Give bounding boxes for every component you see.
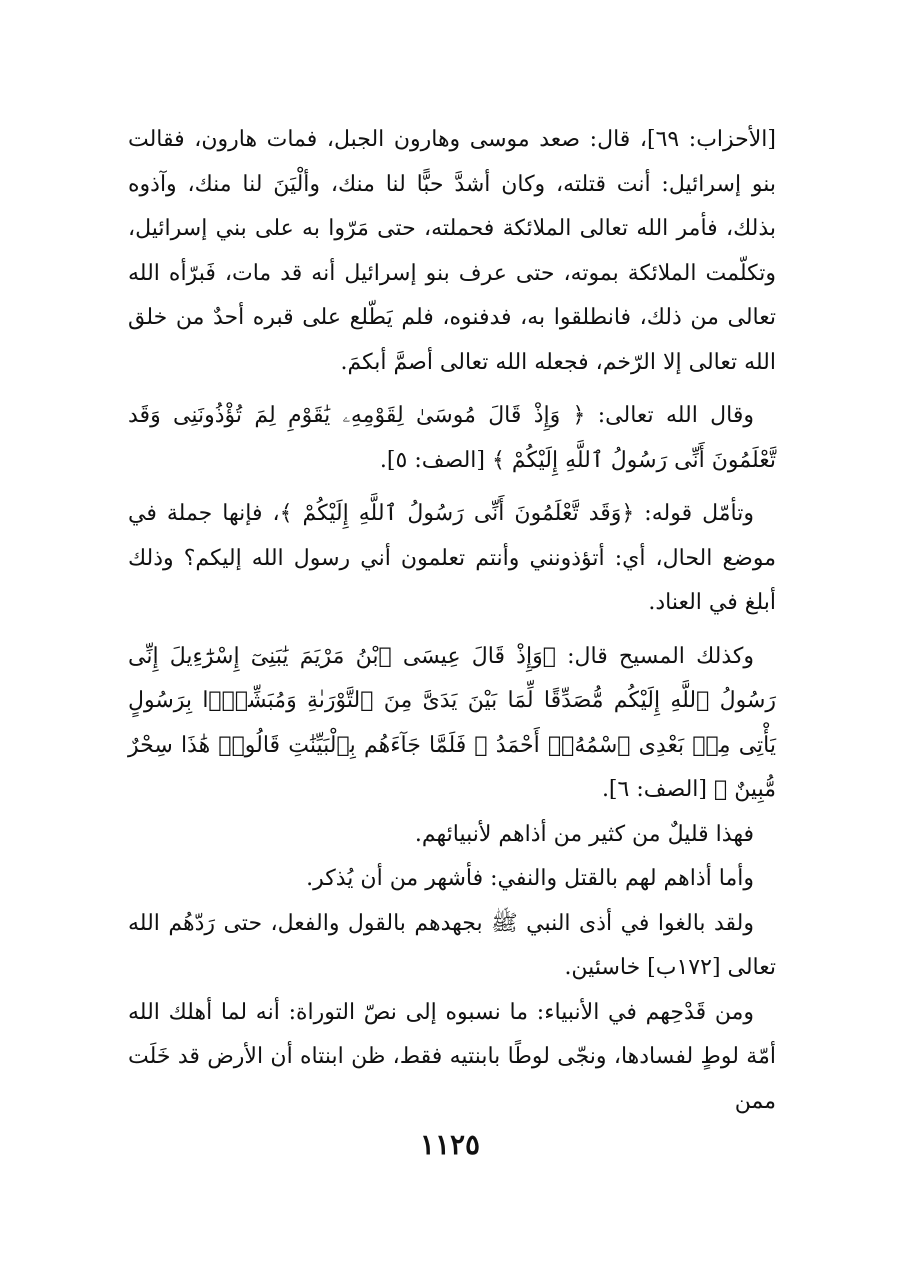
paragraph-torah-claim: ومن قَدْحِهم في الأنبياء: ما نسبوه إلى نصّ التوراة: أنه لما أهلك الله أمّة لوطٍ لفسادها، ونجّى لوطًا بابنتيه فقط، ظن ابنتاه أن الأرض قد خَلَت ممن (128, 999, 776, 1114)
paragraph-masih-verse: وكذلك المسيح قال: ﴿وَإِذْ قَالَ عِيسَى ٱبْنُ مَرْيَمَ يَٰبَنِىٓ إِسْرَٰٓءِيلَ إِنِّى رَسُولُ ٱللَّهِ إِلَيْكُم مُّصَدِّقًا لِّمَا بَيْنَ يَدَىَّ مِنَ ٱلتَّوْرَىٰةِ وَمُبَشِّرًۢا بِرَسُولٍ يَأْتِى مِنۢ بَعْدِى ٱسْمُهُۥٓ أَحْمَدُ ۖ فَلَمَّا جَآءَهُم بِٱلْبَيِّنَٰتِ قَالُوا۟ هَٰذَا سِحْرٌ مُّبِينٌ ﴾ [الصف: ٦]. (128, 643, 777, 802)
paragraph-ahzab-narration: [الأحزاب: ٦٩]، قال: صعد موسى وهارون الجبل، فمات هارون، فقالت بنو إسرائيل: أنت قتلته، وكان أشدَّ حبًّا لنا منك، وألْيَنَ لنا منك، وآذوه بذلك، فأمر الله تعالى الملائكة فحملته، حتى مَرّوا به على بني إسرائيل، وتكلّمت الملائكة بموته، حتى عرف بنو إسرائيل أنه قد مات، فَبرّأه الله تعالى من ذلك، فانطلقوا به، فدفنوه، فلم يَطّلع على قبره أحدٌ من خلق الله تعالى إلا الرّخم، فجعله الله تعالى أصمَّ أبكمَ. (128, 127, 776, 375)
paragraph-reflection: وتأمّل قوله: ﴿وَقَد تَّعْلَمُونَ أَنِّى رَسُولُ ٱللَّهِ إِلَيْكُمْ ﴾، فإنها جملة في موضع الحال، أي: أتؤذونني وأنتم تعلمون أني رسول الله إليكم؟ وذلك أبلغ في العناد. (128, 501, 776, 615)
body-text (128, 118, 776, 1124)
paragraph-little-harm: فهذا قليلٌ من كثير من أذاهم لأنبيائهم. (414, 821, 754, 847)
paragraph-prophet-harm: ولقد بالغوا في أذى النبي ﷺ بجهدهم بالقول والفعل، حتى رَدّهُم الله تعالى [١٧٢ب] خاسئين. (128, 910, 776, 980)
paragraph-killing-exile: وأما أذاهم لهم بالقتل والنفي: فأشهر من أن يُذكر. (306, 866, 754, 891)
paragraph-musa-verse: وقال الله تعالى: ﴿ وَإِذْ قَالَ مُوسَىٰ لِقَوْمِهِۦ يَٰقَوْمِ لِمَ تُؤْذُونَنِى وَقَد تَّعْلَمُونَ أَنِّى رَسُولُ ٱللَّهِ إِلَيْكُمْ ﴾ [الصف: ٥]. (128, 403, 776, 473)
page-number: ١١٢٥ (419, 1128, 481, 1161)
